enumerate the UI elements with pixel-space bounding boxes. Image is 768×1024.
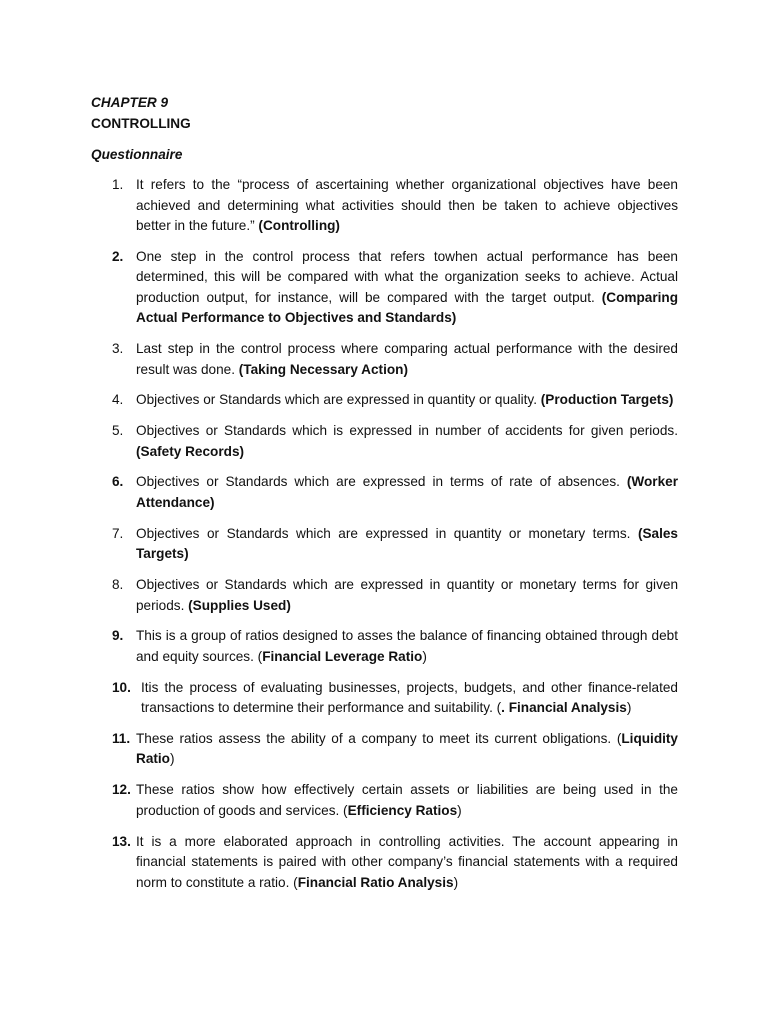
question-item (112, 678, 678, 719)
questionnaire-list (112, 175, 678, 903)
question-body (136, 247, 678, 329)
question-item (112, 780, 678, 821)
question-text: These ratios assess the ability of a company to meet its current obligations. ( (136, 730, 622, 746)
question-item (112, 339, 678, 380)
question-body (136, 175, 678, 237)
question-number: 3. (112, 341, 124, 357)
question-body (136, 729, 678, 770)
question-text: Objectives or Standards which are expressed in quantity or monetary terms for given periods. (136, 577, 678, 613)
question-number: 11. (112, 730, 131, 746)
question-body (136, 524, 678, 565)
question-item (112, 472, 678, 513)
question-text: Objectives or Standards which are expressed in terms of rate of absences. (136, 474, 627, 490)
question-tail: ) (422, 648, 427, 664)
question-answer: (Production Targets) (540, 392, 674, 408)
question-answer: (Supplies Used) (188, 597, 291, 613)
question-answer: Financial Ratio Analysis (297, 874, 454, 890)
question-text: Objectives or Standards which are expressed in quantity or quality. (136, 392, 541, 408)
question-number: 12. (112, 782, 131, 798)
question-item (112, 729, 678, 770)
question-text: This is a group of ratios designed to asses the balance of financing obtained through debt and equity sources. ( (136, 628, 678, 664)
question-text: Itis the process of evaluating businesses, projects, budgets, and other finance-related transactions to determine their performance and suitability. ( (141, 679, 678, 716)
question-number: 4. (112, 392, 124, 408)
question-answer: (Safety Records) (136, 443, 245, 459)
question-text: It is a more elaborated approach in controlling activities. The account appearing in financial statements is paired with other company’s financial statements with a required norm to constitute a ratio. ( (136, 833, 678, 890)
question-item (112, 524, 678, 565)
section-heading: Questionnaire (91, 147, 183, 162)
question-tail: ) (457, 802, 462, 818)
question-body (136, 472, 678, 513)
question-answer: (Worker Attendance) (136, 474, 678, 510)
question-number: 13. (112, 833, 131, 849)
question-body (136, 575, 678, 616)
question-answer: Liquidity Ratio (136, 730, 678, 767)
question-item (112, 390, 678, 411)
question-answer: . Financial Analysis (501, 700, 627, 716)
question-number: 10. (112, 679, 131, 695)
question-number: 8. (112, 577, 124, 593)
question-answer: (Taking Necessary Action) (238, 361, 408, 377)
chapter-label: CHAPTER 9 (91, 95, 169, 110)
question-body (136, 339, 678, 380)
question-answer: (Sales Targets) (136, 525, 678, 562)
question-text: Objectives or Standards which is expressed in number of accidents for given periods. (136, 423, 678, 439)
question-item (112, 247, 678, 329)
question-number: 5. (112, 423, 124, 439)
question-item (112, 832, 678, 894)
question-body (136, 678, 678, 719)
question-body (136, 832, 678, 894)
question-text: These ratios show how effectively certain assets or liabilities are being used in the production of goods and services. ( (136, 782, 678, 818)
document-title: CONTROLLING (91, 116, 191, 131)
question-number: 1. (112, 177, 124, 192)
question-text: It refers to the “process of ascertaining whether organizational objectives have been achieved and determining what activities should then be taken to achieve objectives better in the future.” (136, 177, 678, 233)
question-number: 9. (112, 628, 124, 644)
question-item (112, 626, 678, 667)
question-number: 2. (112, 248, 124, 264)
question-body (136, 421, 678, 462)
question-tail: ) (626, 700, 632, 716)
question-body (136, 626, 678, 667)
question-text: Last step in the control process where comparing actual performance with the desired result was done. (136, 341, 678, 377)
question-text: One step in the control process that refers towhen actual performance has been determined, this will be compared with what the organization seeks to achieve. Actual production output, for instance, will be compared with the target output. (136, 248, 678, 305)
question-answer: (Comparing Actual Performance to Objectives and Standards) (136, 289, 678, 326)
question-text: Objectives or Standards which are expressed in quantity or monetary terms. (136, 525, 638, 541)
question-number: 6. (112, 474, 124, 490)
question-number: 7. (112, 525, 124, 541)
question-item (112, 575, 678, 616)
question-answer: Financial Leverage Ratio (262, 648, 423, 664)
question-tail: ) (453, 874, 459, 890)
question-body (136, 780, 678, 821)
question-item (112, 175, 678, 237)
question-tail: ) (169, 751, 175, 767)
question-answer: (Controlling) (258, 218, 340, 233)
question-body (136, 390, 678, 411)
question-item (112, 421, 678, 462)
question-answer: Efficiency Ratios (347, 802, 458, 818)
